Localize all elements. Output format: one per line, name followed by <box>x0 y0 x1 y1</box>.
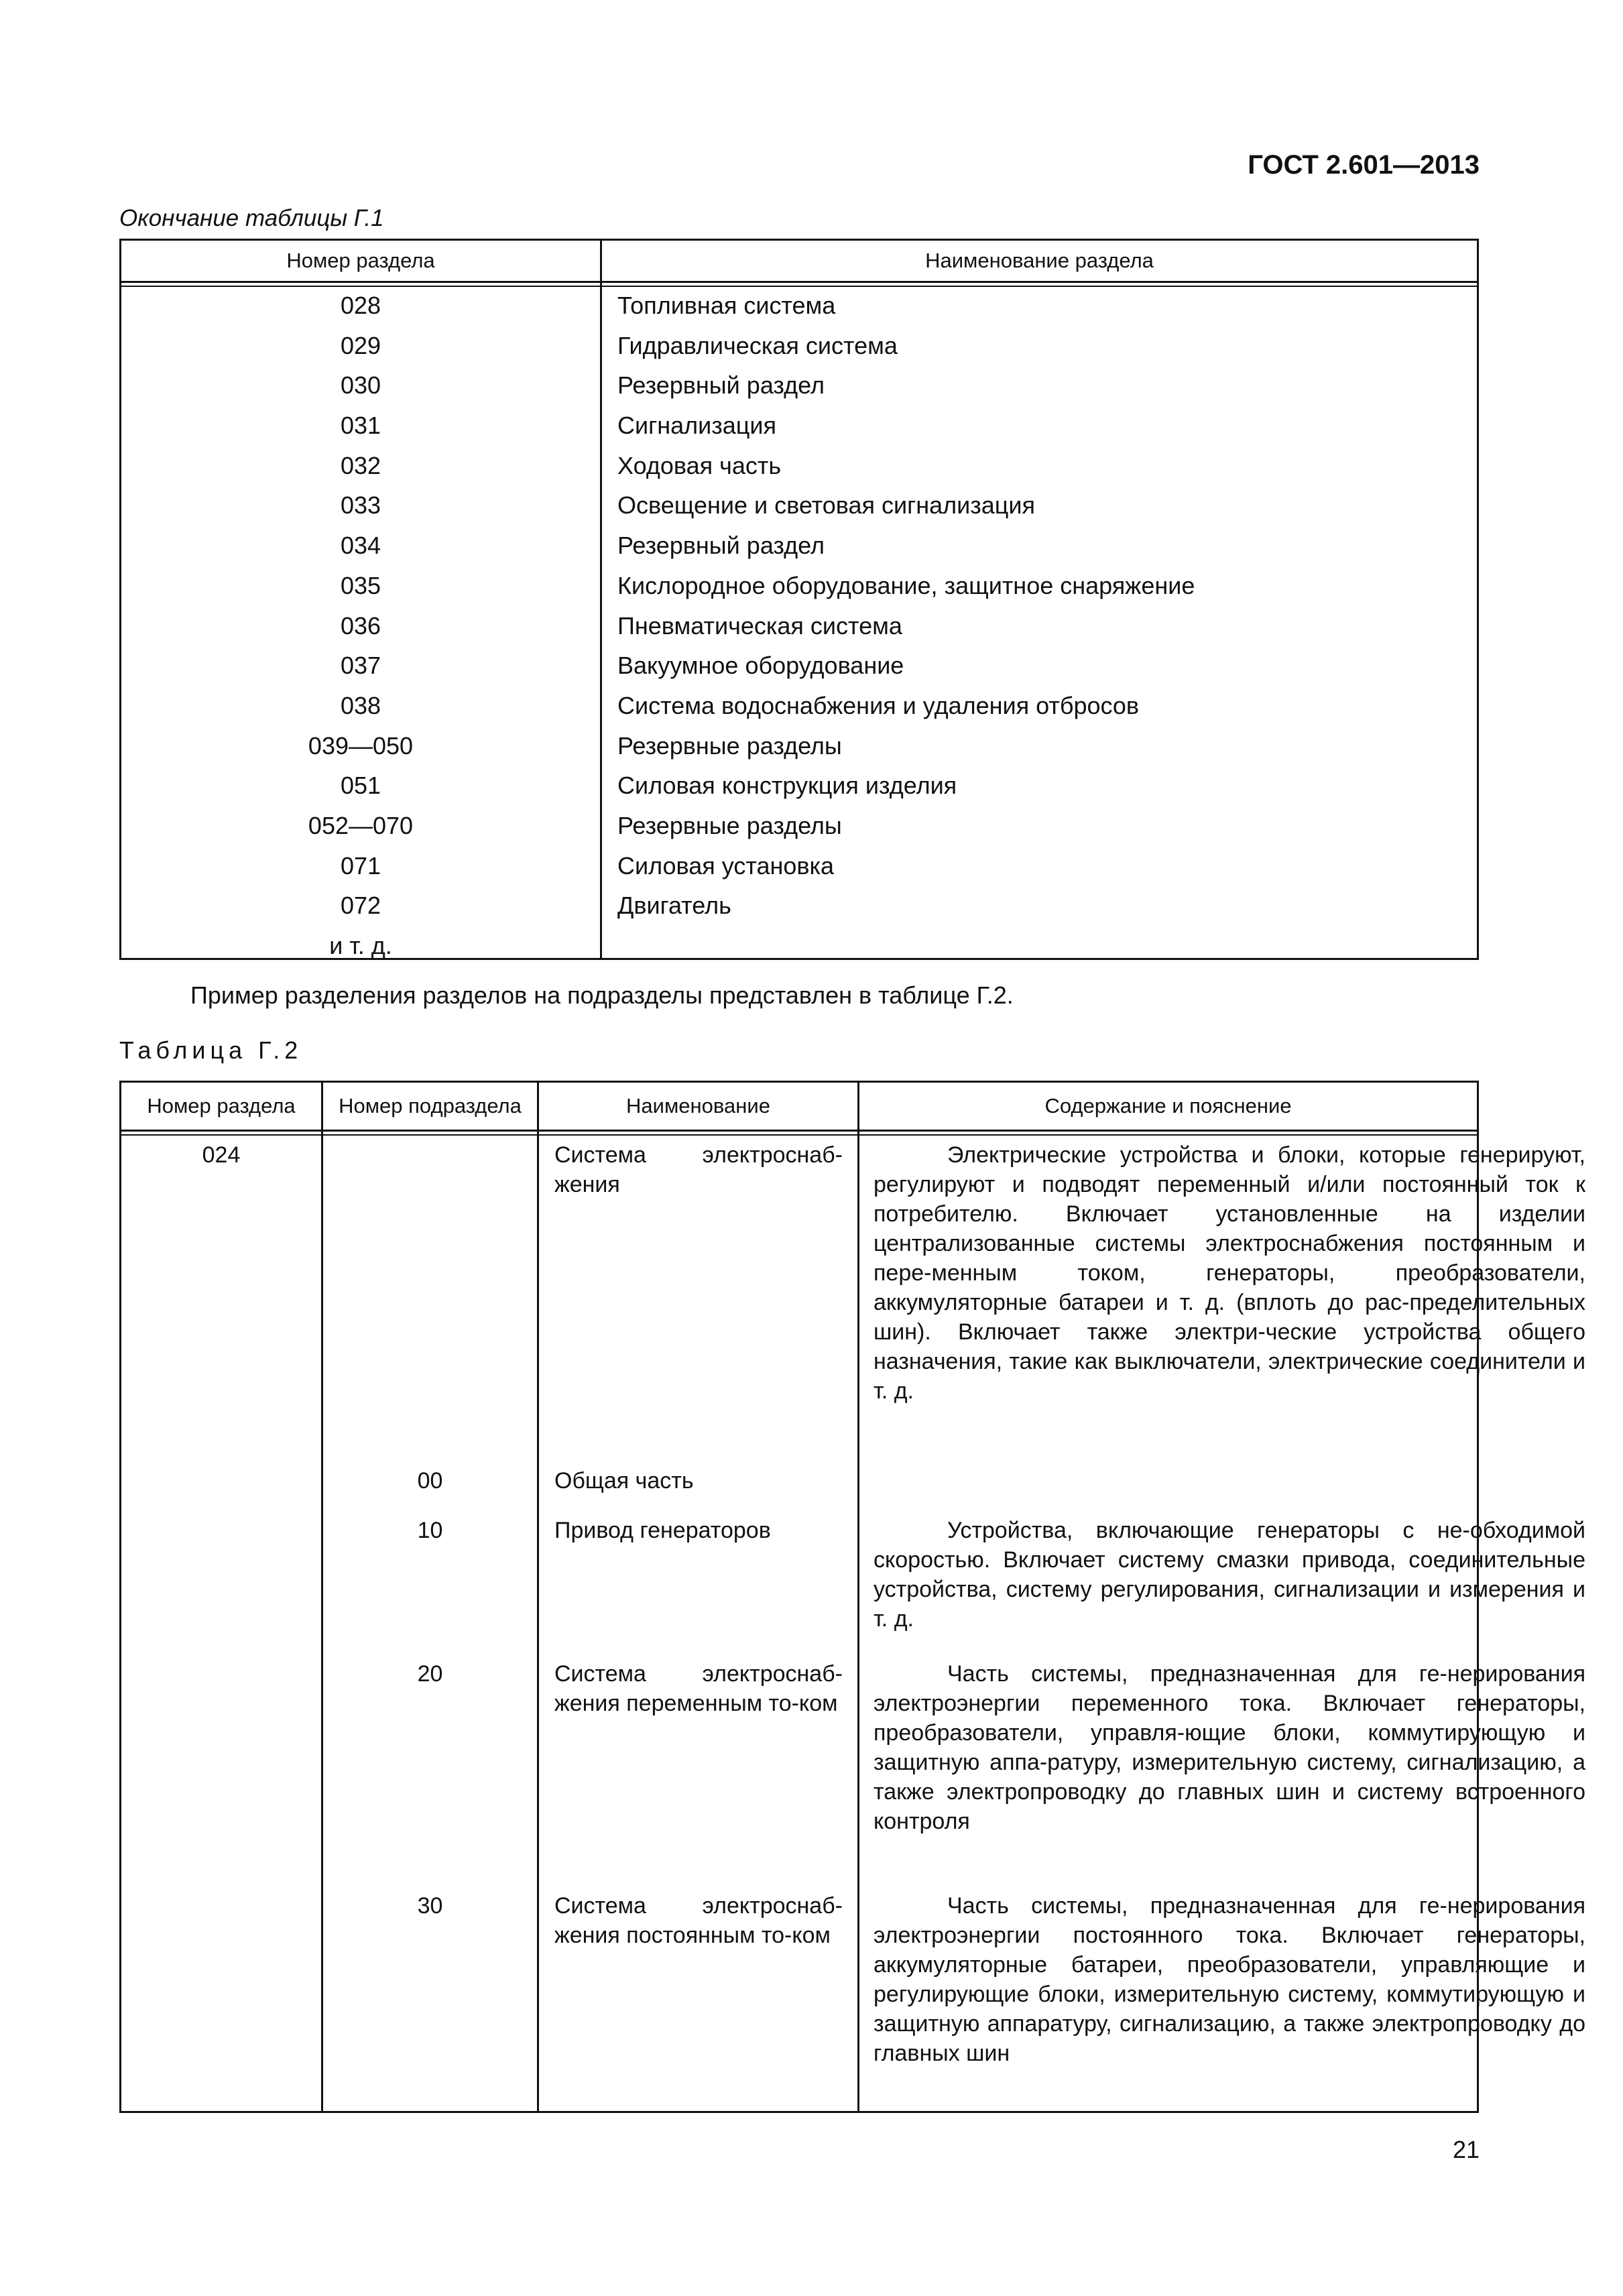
section-name: Резервные разделы <box>617 731 842 760</box>
section-name: Кислородное оборудование, защитное снаряжение <box>617 571 1195 599</box>
section-name: Ходовая часть <box>617 451 782 479</box>
section-name: Освещение и световая сигнализация <box>617 491 1036 520</box>
section-number: 052—070 <box>308 811 414 839</box>
table-row <box>121 925 1477 965</box>
table1-header <box>121 241 1477 283</box>
section-number: 031 <box>340 412 381 440</box>
table-row <box>121 805 1477 845</box>
table-row <box>121 285 1477 325</box>
subsection-name: Привод генераторов <box>554 1518 771 1543</box>
table2-col-section: Номер раздела <box>147 1094 296 1117</box>
table-row <box>121 605 1477 646</box>
table-row <box>121 645 1477 685</box>
table-row <box>121 445 1477 485</box>
subsection-name: Система электроснаб-жения постоянным то-ком <box>554 1893 843 1948</box>
section-number: 051 <box>340 772 381 800</box>
section-name: Вакуумное оборудование <box>617 652 904 680</box>
table1-col-number: Номер раздела <box>286 249 435 272</box>
section-number: 035 <box>340 571 381 599</box>
table2-divider <box>857 1083 859 2111</box>
section-name: Резервный раздел <box>617 371 825 400</box>
section-number: 028 <box>340 292 381 319</box>
section-name: Топливная система <box>617 292 836 319</box>
subsection-name: Система электроснаб-жения переменным то-ком <box>554 1661 843 1716</box>
section-name: Силовая установка <box>617 851 835 880</box>
table1-body <box>121 285 1477 965</box>
table-row <box>121 485 1477 525</box>
table-row <box>121 685 1477 725</box>
section-name: Резервные разделы <box>617 811 842 839</box>
section-name: Резервный раздел <box>617 532 825 560</box>
section-number: 032 <box>340 451 381 479</box>
table1 <box>119 239 1479 960</box>
subsection-number: 20 <box>417 1661 443 1687</box>
section-number: и т. д. <box>329 932 392 959</box>
subsection-description: Часть системы, предназначенная для ге-нерирования электроэнергии постоянного тока. Включает генераторы, аккумуляторные батареи, преобразователи, управляющие и регулирующие блоки, измерительную систему, коммутирующую и защитную аппаратуру, сигнализацию, а также электропроводку до главных шин <box>874 1893 1585 2066</box>
subsection-number: 00 <box>417 1468 443 1494</box>
table2-divider <box>321 1083 323 2111</box>
subsection-description: Устройства, включающие генераторы с не-обходимой скоростью. Включает систему смазки привода, соединительные устройства, систему регулирования, сигнализации и измерения и т. д. <box>874 1518 1585 1632</box>
section-number: 072 <box>340 892 381 920</box>
section-name: Пневматическая система <box>617 611 902 640</box>
table1-caption: Окончание таблицы Г.1 <box>119 205 384 231</box>
section-name: Система водоснабжения и удаления отбросов <box>617 691 1140 719</box>
table-row <box>121 765 1477 805</box>
subsection-name: Система электроснаб-жения <box>554 1142 843 1197</box>
section-number: 038 <box>340 691 381 719</box>
section-name: Сигнализация <box>617 412 777 440</box>
subsection-number: 30 <box>417 1893 443 1919</box>
table-row <box>121 565 1477 605</box>
table1-col-name: Наименование раздела <box>925 249 1154 272</box>
table2-col-name: Наименование <box>626 1094 770 1117</box>
section-number: 039—050 <box>308 731 414 760</box>
section-number: 071 <box>340 851 381 880</box>
table-row <box>121 845 1477 886</box>
page-number: 21 <box>1452 2136 1480 2163</box>
subsection-description: Электрические устройства и блоки, которые генерируют, регулируют и подводят переменный и/или постоянный ток к потребителю. Включает установленные на изделии централизованные системы электроснабжения постоянным и пере-менным током, генераторы, преобразователи, аккумуляторные батареи и т. д. (вплоть до рас-пределительных шин). Включает также электри-ческие устройства общего назначения, такие как выключатели, электрические соединители и т. д. <box>874 1142 1585 1404</box>
section-name: Силовая конструкция изделия <box>617 772 957 800</box>
subsection-description: Часть системы, предназначенная для ге-нерирования электроэнергии переменного тока. Включает генераторы, преобразователи, управля-ющие блоки, коммутирующую и защитную аппа-ратуру, измерительную систему, сигнализацию, а также электропроводку до главных шин и систему встроенного контроля <box>874 1661 1585 1834</box>
section-number: 033 <box>340 491 381 520</box>
table-row <box>121 325 1477 365</box>
table2-col-description: Содержание и пояснение <box>1044 1094 1292 1117</box>
table2-caption: Таблица Г.2 <box>119 1036 303 1064</box>
table-row <box>121 405 1477 445</box>
subsection-number: 10 <box>417 1518 443 1543</box>
body-paragraph: Пример разделения разделов на подразделы представлен в таблице Г.2. <box>190 981 1014 1009</box>
table2-divider <box>537 1083 539 2111</box>
table-row <box>121 365 1477 405</box>
section-name: Двигатель <box>617 892 731 920</box>
section-number: 024 <box>202 1142 241 1168</box>
section-name: Гидравлическая система <box>617 331 898 359</box>
document-code: ГОСТ 2.601—2013 <box>1248 150 1480 180</box>
section-number: 034 <box>340 532 381 560</box>
section-number: 036 <box>340 611 381 640</box>
table2-header <box>121 1083 1477 1132</box>
section-number: 029 <box>340 331 381 359</box>
table2 <box>119 1081 1585 2113</box>
section-number: 037 <box>340 652 381 680</box>
table2-col-subsection: Номер подраздела <box>339 1094 522 1117</box>
section-number: 030 <box>340 371 381 400</box>
table-row <box>121 885 1477 925</box>
table-row <box>121 725 1477 766</box>
subsection-name: Общая часть <box>554 1468 694 1494</box>
table-row <box>121 525 1477 565</box>
